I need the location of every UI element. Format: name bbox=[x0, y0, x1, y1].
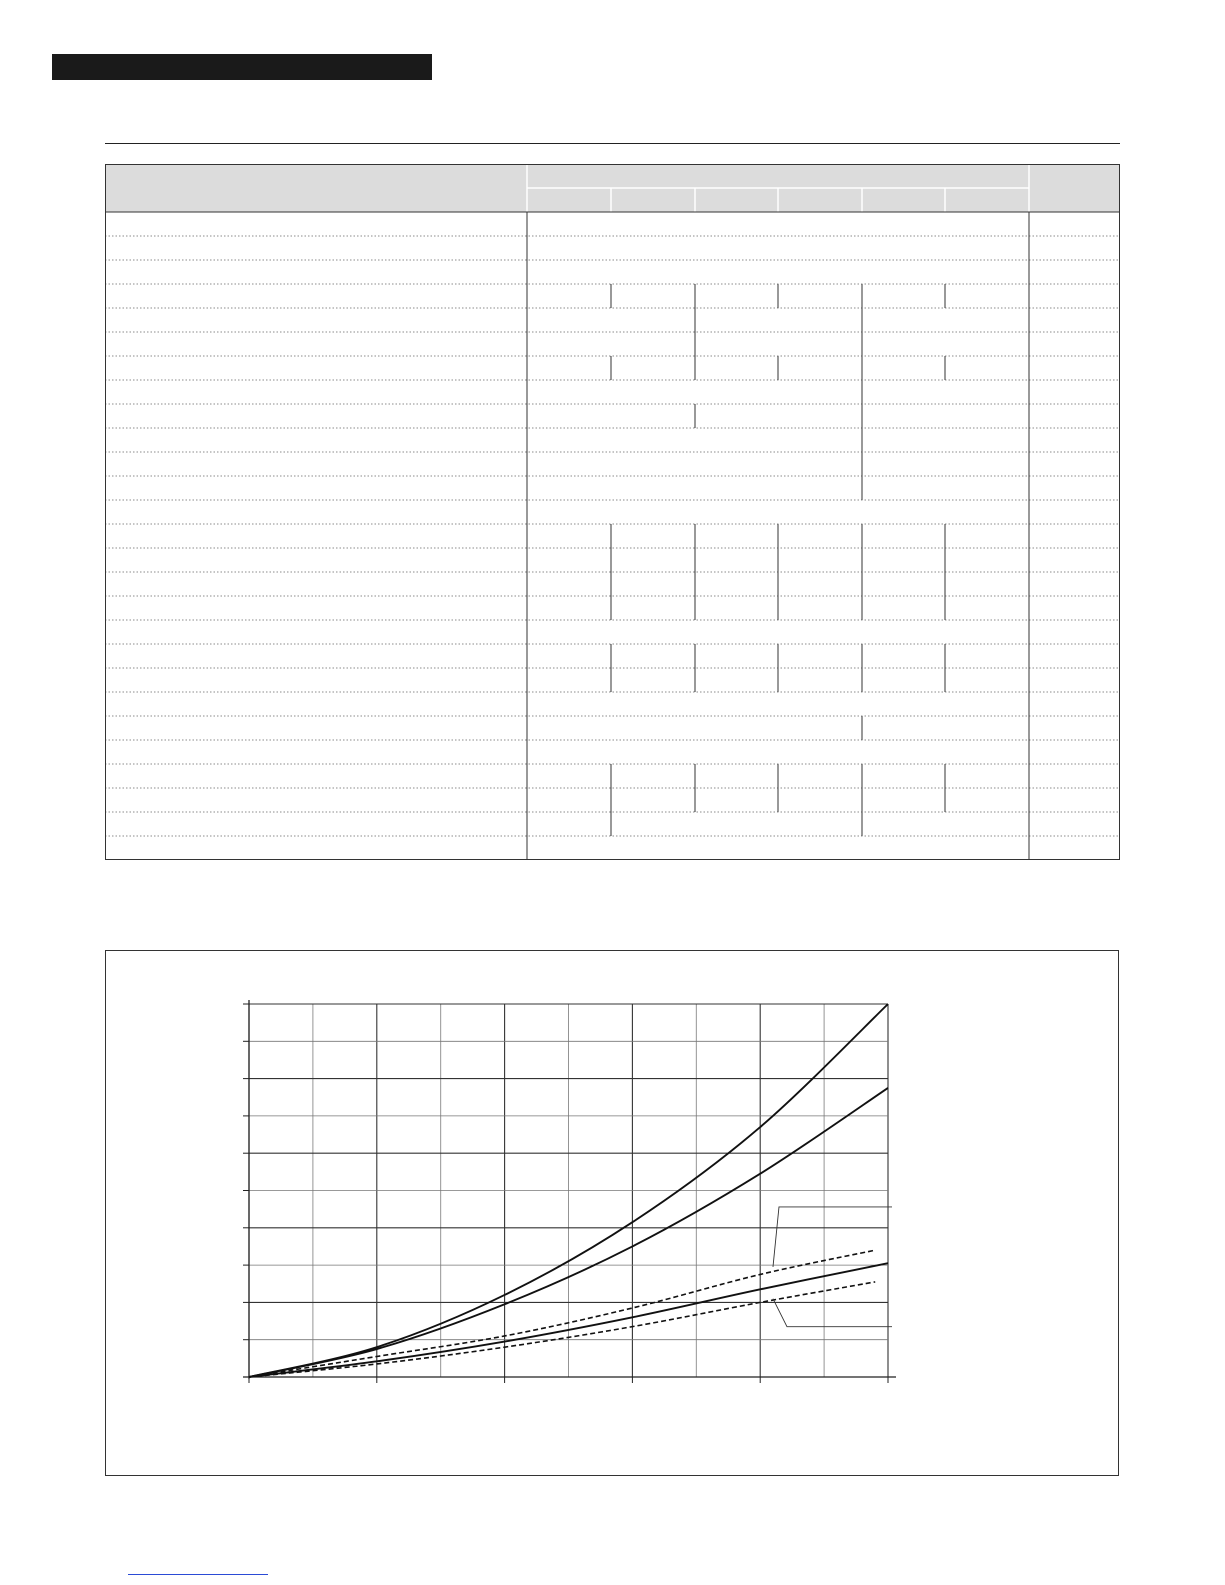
section-divider bbox=[105, 143, 1120, 144]
specification-table bbox=[105, 164, 1120, 860]
page-header-bar bbox=[52, 54, 432, 80]
chart-panel bbox=[105, 950, 1119, 1476]
footer-link-underline[interactable] bbox=[128, 1574, 268, 1575]
chart-grid bbox=[249, 1004, 888, 1377]
specification-table-grid bbox=[105, 164, 1120, 860]
table-border bbox=[106, 165, 1120, 860]
line-chart bbox=[106, 951, 1120, 1477]
callout-leader-upper bbox=[773, 1207, 892, 1267]
series-line-5 bbox=[249, 1282, 875, 1377]
